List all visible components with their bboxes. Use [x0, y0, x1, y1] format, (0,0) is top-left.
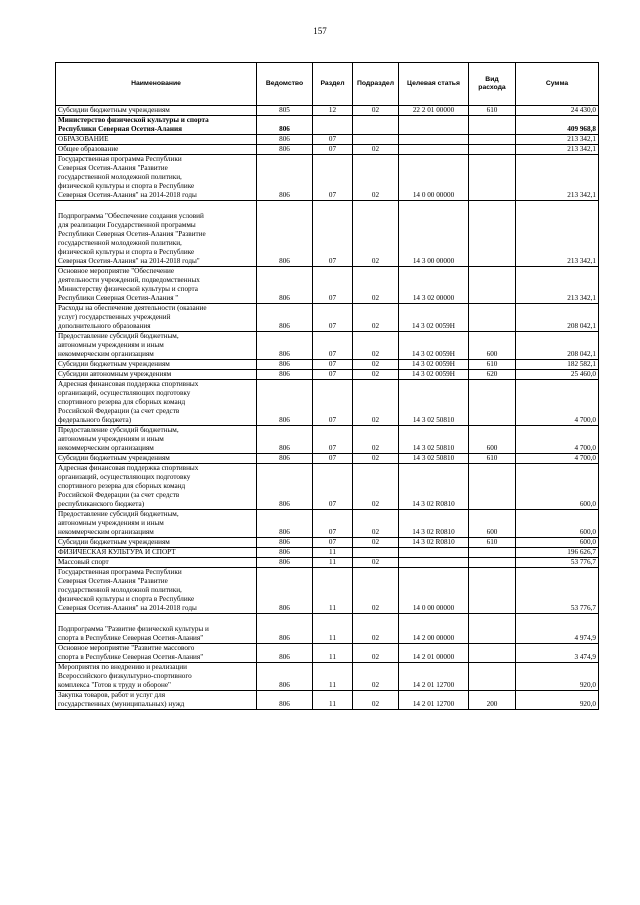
row-vedomstvo-cell: 806 [257, 663, 313, 691]
row-vedomstvo-cell: 806 [257, 454, 313, 464]
table-row [56, 380, 599, 426]
table-row [56, 267, 599, 304]
row-podrazdel-cell [353, 135, 399, 145]
row-celevaya-cell: 14 3 02 R0810 [399, 538, 469, 548]
row-vedomstvo-cell: 806 [257, 464, 313, 510]
row-name-cell: Подпрограмма "Обеспечение создания условий для реализации Государственной программы Республики Северная Осетия-Алания "Развитие государственной молодежной политики, физической культуры и спорта в Республике Северная Осетия-Алания" на 2014-2018 годы" [56, 201, 257, 267]
row-vid-cell [469, 380, 516, 426]
row-celevaya-cell [399, 548, 469, 558]
row-name-cell: Основное мероприятие "Развитие массового спорта в Республике Северная Осетия-Алания" [56, 644, 257, 663]
row-razdel-cell: 11 [313, 548, 353, 558]
table-row [56, 558, 599, 568]
row-vid-cell [469, 568, 516, 614]
row-name-cell: Субсидии бюджетным учреждениям [56, 538, 257, 548]
row-vid-cell: 600 [469, 510, 516, 538]
table-row [56, 663, 599, 691]
row-celevaya-cell: 14 2 00 00000 [399, 614, 469, 644]
row-razdel-cell: 11 [313, 663, 353, 691]
row-summa-cell: 213 342,1 [516, 201, 599, 267]
row-name-cell: ОБРАЗОВАНИЕ [56, 135, 257, 145]
row-podrazdel-cell: 02 [353, 538, 399, 548]
table-row [56, 538, 599, 548]
row-name-cell: Министерство физической культуры и спорта Республики Северная Осетия-Алания [56, 116, 257, 135]
row-podrazdel-cell: 02 [353, 267, 399, 304]
row-vid-cell [469, 145, 516, 155]
row-name-cell: Предоставление субсидий бюджетным, автономным учреждениям и иным некоммерческим организациям [56, 426, 257, 454]
row-razdel-cell: 07 [313, 426, 353, 454]
table-row [56, 304, 599, 332]
table-row [56, 454, 599, 464]
row-vedomstvo-cell: 806 [257, 691, 313, 710]
row-razdel-cell: 11 [313, 644, 353, 663]
row-razdel-cell: 07 [313, 380, 353, 426]
row-vedomstvo-cell: 806 [257, 267, 313, 304]
row-name-cell: Расходы на обеспечение деятельности (оказание услуг) государственных учреждений дополнительного образования [56, 304, 257, 332]
row-podrazdel-cell: 02 [353, 691, 399, 710]
row-vid-cell [469, 116, 516, 135]
row-razdel-cell: 12 [313, 106, 353, 116]
row-razdel-cell: 07 [313, 454, 353, 464]
table-row [56, 155, 599, 201]
row-vedomstvo-cell: 806 [257, 568, 313, 614]
row-vedomstvo-cell: 806 [257, 614, 313, 644]
table-header-row [56, 63, 599, 106]
row-celevaya-cell [399, 558, 469, 568]
row-podrazdel-cell: 02 [353, 663, 399, 691]
row-name-cell: Государственная программа Республики Северная Осетия-Алания "Развитие государственной молодежной политики, физической культуры и спорта в Республике Северная Осетия-Алания" на 2014-2018 годы [56, 568, 257, 614]
table-row [56, 614, 599, 644]
table-row [56, 360, 599, 370]
row-name-cell: Предоставление субсидий бюджетным, автономным учреждениям и иным некоммерческим организациям [56, 332, 257, 360]
row-vedomstvo-cell: 806 [257, 380, 313, 426]
table-row [56, 116, 599, 135]
row-celevaya-cell: 14 3 02 00000 [399, 267, 469, 304]
row-summa-cell: 182 582,1 [516, 360, 599, 370]
row-podrazdel-cell: 02 [353, 106, 399, 116]
table-row [56, 145, 599, 155]
row-vid-cell: 600 [469, 332, 516, 360]
budget-table [55, 62, 599, 710]
row-vedomstvo-cell: 806 [257, 370, 313, 380]
row-vedomstvo-cell: 806 [257, 145, 313, 155]
row-celevaya-cell: 14 3 02 50810 [399, 454, 469, 464]
table-row [56, 201, 599, 267]
row-podrazdel-cell: 02 [353, 332, 399, 360]
row-celevaya-cell: 14 3 02 R0810 [399, 510, 469, 538]
row-vid-cell [469, 135, 516, 145]
row-vedomstvo-cell: 806 [257, 510, 313, 538]
table-row [56, 510, 599, 538]
row-summa-cell: 208 042,1 [516, 304, 599, 332]
row-razdel-cell: 07 [313, 370, 353, 380]
row-podrazdel-cell: 02 [353, 201, 399, 267]
row-vedomstvo-cell: 805 [257, 106, 313, 116]
row-podrazdel-cell: 02 [353, 568, 399, 614]
row-summa-cell: 213 342,1 [516, 267, 599, 304]
row-razdel-cell: 07 [313, 304, 353, 332]
row-podrazdel-cell: 02 [353, 155, 399, 201]
header-razdel: Раздел [313, 63, 353, 106]
header-celevaya: Целевая статья [399, 63, 469, 106]
header-name: Наименование [56, 63, 257, 106]
row-summa-cell: 4 700,0 [516, 380, 599, 426]
row-razdel-cell: 07 [313, 201, 353, 267]
row-vedomstvo-cell: 806 [257, 332, 313, 360]
row-summa-cell: 25 460,0 [516, 370, 599, 380]
row-celevaya-cell: 14 3 02 0059Н [399, 370, 469, 380]
row-vid-cell [469, 155, 516, 201]
row-vid-cell [469, 558, 516, 568]
row-podrazdel-cell: 02 [353, 558, 399, 568]
table-row [56, 691, 599, 710]
row-name-cell: Адресная финансовая поддержка спортивных организаций, осуществляющих подготовку спортивного резерва для сборных команд Российской Федерации (за счет средств федерального бюджета) [56, 380, 257, 426]
row-summa-cell: 600,0 [516, 464, 599, 510]
row-celevaya-cell: 14 0 00 00000 [399, 568, 469, 614]
row-podrazdel-cell [353, 548, 399, 558]
row-razdel-cell: 11 [313, 568, 353, 614]
row-summa-cell: 53 776,7 [516, 558, 599, 568]
row-celevaya-cell: 14 2 01 12700 [399, 663, 469, 691]
row-summa-cell: 213 342,1 [516, 135, 599, 145]
row-razdel-cell: 07 [313, 155, 353, 201]
row-summa-cell: 409 968,8 [516, 116, 599, 135]
row-razdel-cell: 07 [313, 267, 353, 304]
row-vid-cell [469, 464, 516, 510]
row-celevaya-cell: 14 3 02 R0810 [399, 464, 469, 510]
row-summa-cell: 920,0 [516, 691, 599, 710]
row-celevaya-cell: 14 3 00 00000 [399, 201, 469, 267]
row-razdel-cell: 11 [313, 558, 353, 568]
table-row [56, 644, 599, 663]
row-vedomstvo-cell: 806 [257, 538, 313, 548]
row-vedomstvo-cell: 806 [257, 201, 313, 267]
row-name-cell: Субсидии автономным учреждениям [56, 370, 257, 380]
row-vid-cell [469, 663, 516, 691]
row-vedomstvo-cell: 806 [257, 548, 313, 558]
row-summa-cell: 24 430,0 [516, 106, 599, 116]
row-name-cell: Закупка товаров, работ и услуг для государственных (муниципальных) нужд [56, 691, 257, 710]
row-razdel-cell: 07 [313, 360, 353, 370]
row-name-cell: ФИЗИЧЕСКАЯ КУЛЬТУРА И СПОРТ [56, 548, 257, 558]
row-name-cell: Мероприятия по внедрению и реализации Всероссийского физкультурно-спортивного комплекса "Готов к труду и обороне" [56, 663, 257, 691]
row-name-cell: Общее образование [56, 145, 257, 155]
row-razdel-cell: 07 [313, 332, 353, 360]
row-razdel-cell: 07 [313, 135, 353, 145]
row-vid-cell [469, 548, 516, 558]
row-summa-cell: 4 974,9 [516, 614, 599, 644]
row-vedomstvo-cell: 806 [257, 155, 313, 201]
row-razdel-cell [313, 116, 353, 135]
table-row [56, 106, 599, 116]
row-podrazdel-cell: 02 [353, 380, 399, 426]
table-row [56, 135, 599, 145]
row-podrazdel-cell: 02 [353, 464, 399, 510]
row-podrazdel-cell: 02 [353, 370, 399, 380]
row-razdel-cell: 07 [313, 510, 353, 538]
row-name-cell: Адресная финансовая поддержка спортивных организаций, осуществляющих подготовку спортивного резерва для сборных команд Российской Федерации (за счет средств республиканского бюджета) [56, 464, 257, 510]
row-vedomstvo-cell: 806 [257, 644, 313, 663]
row-razdel-cell: 11 [313, 614, 353, 644]
row-vid-cell: 610 [469, 538, 516, 548]
row-name-cell: Предоставление субсидий бюджетным, автономным учреждениям и иным некоммерческим организациям [56, 510, 257, 538]
table-body [56, 106, 599, 710]
row-vid-cell: 610 [469, 360, 516, 370]
row-celevaya-cell: 14 3 02 0059Н [399, 304, 469, 332]
row-name-cell: Субсидии бюджетным учреждениям [56, 106, 257, 116]
row-vedomstvo-cell: 806 [257, 558, 313, 568]
row-podrazdel-cell [353, 116, 399, 135]
row-vid-cell [469, 267, 516, 304]
row-vid-cell [469, 201, 516, 267]
row-razdel-cell: 11 [313, 691, 353, 710]
row-name-cell: Государственная программа Республики Северная Осетия-Алания "Развитие государственной молодежной политики, физической культуры и спорта в Республике Северная Осетия-Алания" на 2014-2018 годы [56, 155, 257, 201]
row-summa-cell: 208 042,1 [516, 332, 599, 360]
row-celevaya-cell: 14 2 01 12700 [399, 691, 469, 710]
row-summa-cell: 53 776,7 [516, 568, 599, 614]
row-vid-cell: 610 [469, 454, 516, 464]
row-name-cell: Субсидии бюджетным учреждениям [56, 454, 257, 464]
row-vedomstvo-cell: 806 [257, 304, 313, 332]
row-name-cell: Субсидии бюджетным учреждениям [56, 360, 257, 370]
row-celevaya-cell: 14 2 01 00000 [399, 644, 469, 663]
row-podrazdel-cell: 02 [353, 510, 399, 538]
row-razdel-cell: 07 [313, 464, 353, 510]
row-summa-cell: 920,0 [516, 663, 599, 691]
row-celevaya-cell: 14 3 02 0059Н [399, 360, 469, 370]
row-summa-cell: 213 342,1 [516, 155, 599, 201]
header-summa: Сумма [516, 63, 599, 106]
header-vid: Вид расхода [469, 63, 516, 106]
row-vid-cell: 200 [469, 691, 516, 710]
row-vedomstvo-cell: 806 [257, 135, 313, 145]
row-celevaya-cell: 14 0 00 00000 [399, 155, 469, 201]
row-name-cell: Основное мероприятие "Обеспечение деятельности учреждений, подведомственных Министерству физической культуры и спорта Республики Северная Осетия-Алания " [56, 267, 257, 304]
row-vedomstvo-cell: 806 [257, 360, 313, 370]
row-vedomstvo-cell: 806 [257, 426, 313, 454]
row-summa-cell: 196 626,7 [516, 548, 599, 558]
row-vid-cell: 600 [469, 426, 516, 454]
row-podrazdel-cell: 02 [353, 304, 399, 332]
row-summa-cell: 3 474,9 [516, 644, 599, 663]
table-row [56, 332, 599, 360]
table-row [56, 426, 599, 454]
row-summa-cell: 4 700,0 [516, 454, 599, 464]
row-summa-cell: 600,0 [516, 538, 599, 548]
row-podrazdel-cell: 02 [353, 454, 399, 464]
row-podrazdel-cell: 02 [353, 426, 399, 454]
row-podrazdel-cell: 02 [353, 360, 399, 370]
row-vid-cell [469, 614, 516, 644]
row-vedomstvo-cell: 806 [257, 116, 313, 135]
row-celevaya-cell [399, 145, 469, 155]
row-celevaya-cell: 14 3 02 0059Н [399, 332, 469, 360]
row-summa-cell: 213 342,1 [516, 145, 599, 155]
row-celevaya-cell: 14 3 02 50810 [399, 426, 469, 454]
table-row [56, 370, 599, 380]
row-celevaya-cell [399, 135, 469, 145]
row-celevaya-cell [399, 116, 469, 135]
row-vid-cell [469, 304, 516, 332]
row-podrazdel-cell: 02 [353, 614, 399, 644]
row-podrazdel-cell: 02 [353, 145, 399, 155]
row-summa-cell: 4 700,0 [516, 426, 599, 454]
row-razdel-cell: 07 [313, 145, 353, 155]
row-summa-cell: 600,0 [516, 510, 599, 538]
table-row [56, 568, 599, 614]
row-razdel-cell: 07 [313, 538, 353, 548]
header-podrazdel: Подраздел [353, 63, 399, 106]
row-vid-cell [469, 644, 516, 663]
row-vid-cell: 610 [469, 106, 516, 116]
row-podrazdel-cell: 02 [353, 644, 399, 663]
row-name-cell: Подпрограмма "Развитие физической культуры и спорта в Республике Северная Осетия-Алания" [56, 614, 257, 644]
row-name-cell: Массовый спорт [56, 558, 257, 568]
header-vedomstvo: Ведомство [257, 63, 313, 106]
row-celevaya-cell: 14 3 02 50810 [399, 380, 469, 426]
row-vid-cell: 620 [469, 370, 516, 380]
page-number: 157 [313, 26, 327, 36]
row-celevaya-cell: 22 2 01 00000 [399, 106, 469, 116]
table-row [56, 464, 599, 510]
table-row [56, 548, 599, 558]
